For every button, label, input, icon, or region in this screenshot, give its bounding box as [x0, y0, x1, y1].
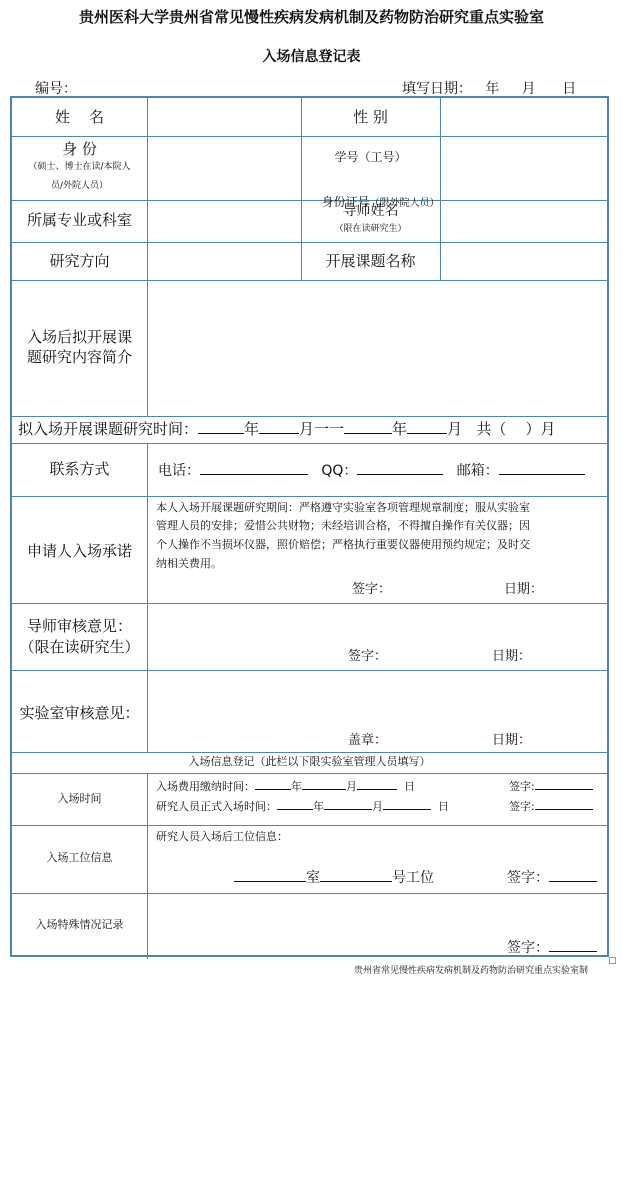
special-record-label: 入场特殊情况记录 — [35, 918, 124, 931]
period-end-year-blank[interactable] — [344, 420, 392, 434]
fee-time-line — [156, 778, 415, 794]
pledge-line-1: 本人入场开展课题研究期间：严格遵守实验室各项管理规章制度；服从实验室 — [156, 501, 530, 514]
content-label-1: 入场后拟开展课 — [26, 328, 132, 346]
special-sign-line — [507, 938, 597, 958]
id-card-note: （限外院人员） — [369, 198, 440, 209]
pledge-line-2: 管理人员的安排；爱惜公共财物；未经培训合格，不得擅自操作有关仪器；因 — [156, 519, 530, 532]
phone-label: 电话： — [158, 463, 200, 479]
workstation-sign-label: 签字： — [507, 870, 549, 886]
period-year-1: 年 — [244, 420, 260, 438]
lab-seal-label: 盖章： — [348, 733, 388, 748]
entry-month-blank[interactable] — [324, 798, 372, 810]
entry-day-blank[interactable] — [383, 798, 431, 810]
entry-year-blank[interactable] — [277, 798, 313, 810]
workstation-line — [234, 868, 434, 888]
content-label-2: 题研究内容简介 — [26, 348, 132, 366]
fee-sign-label: 签字: — [509, 780, 535, 793]
period-year-2: 年 — [392, 420, 408, 438]
fee-time-label: 入场费用缴纳时间： — [156, 780, 255, 793]
id-card-line — [301, 171, 440, 231]
workstation-sign-line — [507, 868, 597, 888]
fee-year-blank[interactable] — [255, 778, 291, 790]
identity-note-2: 员/外院人员） — [50, 181, 109, 191]
workstation-label: 入场工位信息 — [46, 851, 113, 864]
entry-sign-label: 签字: — [509, 800, 535, 813]
supervisor-name-note: （限在读研究生） — [334, 224, 407, 234]
supervisor-review-label: 导师审核意见： — [26, 617, 132, 635]
formal-entry-label: 研究人员正式入场时间： — [156, 800, 277, 813]
lab-review-label: 实验室审核意见： — [19, 704, 140, 722]
gender-label: 性 别 — [353, 108, 388, 126]
entry-sign-blank[interactable] — [535, 798, 593, 810]
supervisor-signature-label: 签字： — [348, 649, 388, 664]
fee-sign-line — [509, 778, 593, 794]
workstation-sign-blank[interactable] — [549, 868, 597, 882]
pledge-signature-label: 签字： — [352, 582, 392, 597]
entry-sign-line — [509, 798, 593, 814]
entry-register-title: 入场信息登记（此栏以下限实验室管理人员填写） — [188, 755, 431, 768]
period-end-month-blank[interactable] — [407, 420, 447, 434]
fee-sign-blank[interactable] — [535, 778, 593, 790]
special-sign-label: 签字： — [507, 940, 549, 956]
entry-month-unit: 月 — [372, 800, 383, 813]
fee-year-unit: 年 — [291, 780, 302, 793]
major-label: 所属专业或科室 — [26, 211, 132, 229]
email-label: 邮箱： — [456, 463, 499, 479]
fee-month-unit: 月 — [346, 780, 357, 793]
special-sign-blank[interactable] — [549, 938, 597, 952]
pledge-date-label: 日期： — [504, 582, 544, 597]
period-month-1: 月一一 — [299, 420, 345, 438]
supervisor-date-label: 日期： — [492, 649, 532, 664]
table-end-marker — [609, 957, 616, 964]
email-blank[interactable] — [499, 461, 585, 475]
station-unit: 号工位 — [392, 870, 434, 886]
entry-day-unit: 日 — [438, 800, 449, 813]
registration-form-table — [10, 96, 609, 957]
phone-blank[interactable] — [200, 461, 308, 475]
contact-label: 联系方式 — [49, 460, 110, 478]
research-period-line — [18, 420, 555, 439]
supervisor-review-note: （限在读研究生） — [19, 638, 140, 656]
workstation-info-text: 研究人员入场后工位信息： — [156, 830, 288, 843]
contact-line — [158, 461, 585, 481]
identity-note-1: （硕士、博士在读/本院人 — [28, 162, 131, 172]
footer-credit: 贵州省常见慢性疾病发病机制及药物防治研究重点实验室制 — [353, 966, 588, 976]
research-direction-label: 研究方向 — [49, 252, 110, 270]
period-start-year-blank[interactable] — [198, 420, 244, 434]
name-label: 姓 名 — [54, 108, 105, 126]
form-subtitle: 入场信息登记表 — [262, 49, 361, 65]
entry-time-label: 入场时间 — [57, 792, 102, 805]
period-label: 拟入场开展课题研究时间： — [18, 420, 199, 438]
formal-entry-line — [156, 798, 449, 814]
entry-year-unit: 年 — [313, 800, 324, 813]
document-title: 贵州医科大学贵州省常见慢性疾病发病机制及药物防治研究重点实验室 — [78, 8, 544, 26]
room-blank[interactable] — [234, 868, 306, 882]
id-card-label: 身份证号 — [321, 195, 370, 209]
pledge-label: 申请人入场承诺 — [26, 542, 132, 560]
fill-date-label: 填写日期： 年 月 日 — [402, 81, 577, 97]
fee-month-blank[interactable] — [302, 778, 346, 790]
lab-date-label: 日期： — [492, 733, 532, 748]
supervisor-name-label: 导师姓名 — [342, 203, 399, 219]
fee-day-unit: 日 — [404, 780, 415, 793]
project-name-label: 开展课题名称 — [325, 252, 416, 270]
student-id-label: 学号（工号） — [334, 150, 407, 164]
qq-label: QQ： — [321, 463, 358, 479]
period-start-month-blank[interactable] — [259, 420, 299, 434]
pledge-line-4: 纳相关费用。 — [156, 557, 222, 570]
pledge-line-3: 个人操作不当损坏仪器，照价赔偿；严格执行重要仪器使用预约规定；及时交 — [156, 538, 530, 551]
qq-blank[interactable] — [357, 461, 443, 475]
number-label: 编号： — [35, 81, 77, 97]
station-blank[interactable] — [320, 868, 392, 882]
period-month-2: 月 — [447, 420, 463, 438]
identity-label: 身 份 — [62, 140, 97, 158]
room-unit: 室 — [306, 870, 320, 886]
period-total: 共（ ）月 — [476, 420, 556, 438]
fee-day-blank[interactable] — [357, 778, 397, 790]
